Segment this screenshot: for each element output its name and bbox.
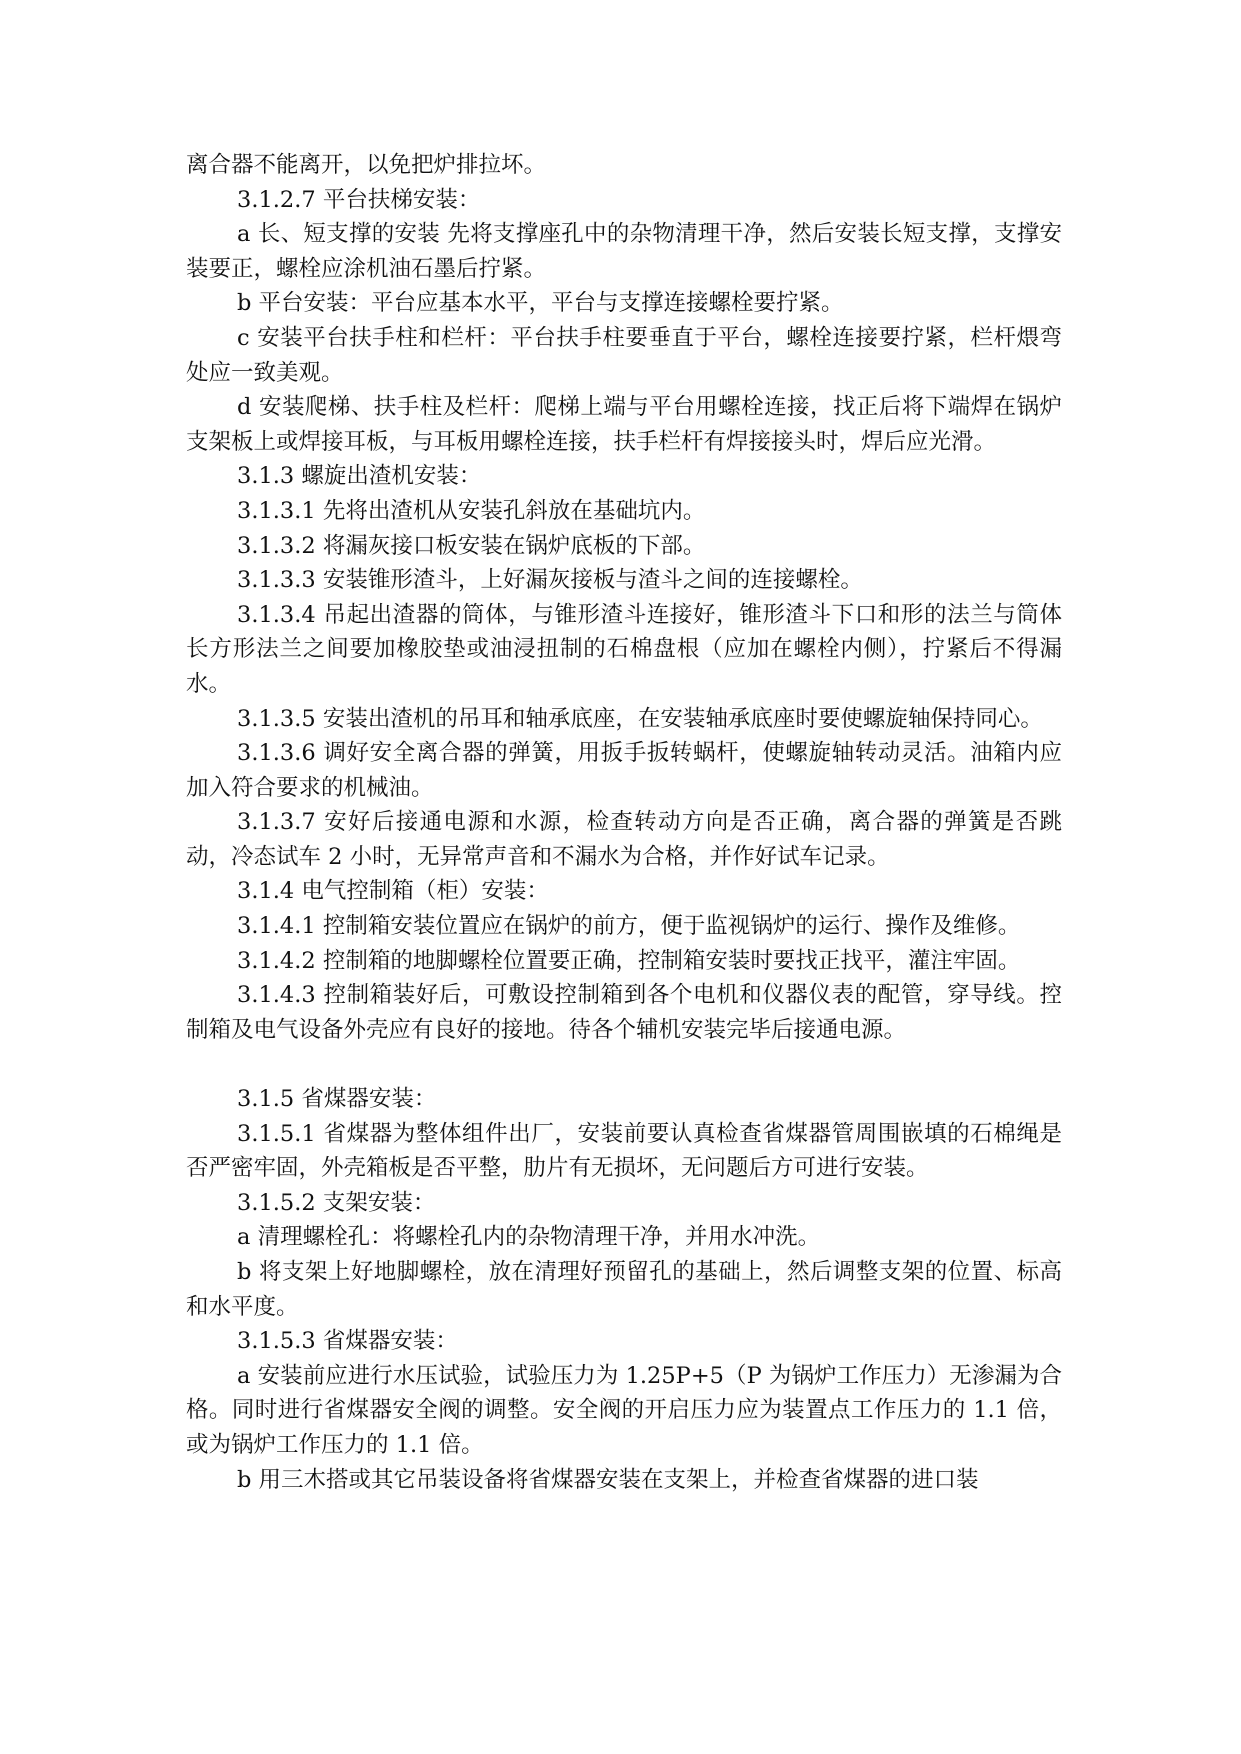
paragraph: 3.1.3.1 先将出渣机从安装孔斜放在基础坑内。 xyxy=(237,497,706,524)
paragraph: 3.1.3.2 将漏灰接口板安装在锅炉底板的下部。 xyxy=(237,532,706,559)
blank-line xyxy=(186,1047,1062,1082)
paragraph: b 将支架上好地脚螺栓，放在清理好预留孔的基础上，然后调整支架的位置、标高和水平度。 xyxy=(186,1259,1062,1320)
paragraph: 3.1.3.5 安装出渣机的吊耳和轴承底座，在安装轴承底座时要使螺旋轴保持同心。 xyxy=(237,705,1043,732)
paragraph: a 清理螺栓孔：将螺栓孔内的杂物清理干净，并用水冲洗。 xyxy=(237,1224,821,1251)
paragraph: a 安装前应进行水压试验，试验压力为 1.25P+5（P 为锅炉工作压力）无渗漏为合格。同时进行省煤器安全阀的调整。安全阀的开启压力应为装置点工作压力的 1.1 倍，或为锅炉工作压力的 1.1 倍。 xyxy=(186,1362,1062,1458)
paragraph: a 长、短支撑的安装 先将支撑座孔中的杂物清理干净，然后安装长短支撑，支撑安装要正，螺栓应涂机油石墨后拧紧。 xyxy=(186,221,1062,282)
paragraph: 离合器不能离开，以免把炉排拉坏。 xyxy=(186,152,547,178)
paragraph: c 安装平台扶手柱和栏杆：平台扶手柱要垂直于平台，螺栓连接要拧紧，栏杆煨弯处应一致美观。 xyxy=(186,324,1062,386)
section-heading: 3.1.4 电气控制箱（柜）安装： xyxy=(237,878,549,905)
paragraph: 3.1.3.7 安好后接通电源和水源，检查转动方向是否正确，离合器的弹簧是否跳动，冷态试车 2 小时，无异常声音和不漏水为合格，并作好试车记录。 xyxy=(186,809,1062,870)
paragraph: 3.1.4.1 控制箱安装位置应在锅炉的前方，便于监视锅炉的运行、操作及维修。 xyxy=(237,913,1021,940)
paragraph: b 平台安装：平台应基本水平，平台与支撑连接螺栓要拧紧。 xyxy=(237,290,844,317)
section-heading: 3.1.5.3 省煤器安装： xyxy=(237,1328,458,1355)
paragraph: 3.1.3.3 安装锥形渣斗，上好漏灰接板与渣斗之间的连接螺栓。 xyxy=(237,567,863,594)
paragraph: 3.1.5.1 省煤器为整体组件出厂，安装前要认真检查省煤器管周围嵌填的石棉绳是否严密牢固，外壳箱板是否平整，肋片有无损坏，无问题后方可进行安装。 xyxy=(186,1120,1062,1182)
document-page xyxy=(186,148,1062,1497)
paragraph: b 用三木搭或其它吊装设备将省煤器安装在支架上，并检查省煤器的进口装 xyxy=(237,1466,979,1493)
paragraph: 3.1.4.3 控制箱装好后，可敷设控制箱到各个电机和仪器仪表的配管，穿导线。控制箱及电气设备外壳应有良好的接地。待各个辅机安装完毕后接通电源。 xyxy=(186,982,1062,1043)
section-heading: 3.1.5.2 支架安装： xyxy=(237,1189,436,1216)
paragraph: 3.1.3.4 吊起出渣器的筒体，与锥形渣斗连接好，锥形渣斗下口和形的法兰与筒体长方形法兰之间要加橡胶垫或油浸扭制的石棉盘根（应加在螺栓内侧），拧紧后不得漏水。 xyxy=(186,601,1062,697)
paragraph: 3.1.4.2 控制箱的地脚螺栓位置要正确，控制箱安装时要找正找平，灌注牢固。 xyxy=(237,947,1021,974)
section-heading: 3.1.2.7 平台扶梯安装： xyxy=(237,186,481,213)
paragraph: d 安装爬梯、扶手柱及栏杆：爬梯上端与平台用螺栓连接，找正后将下端焊在锅炉支架板上或焊接耳板，与耳板用螺栓连接，扶手栏杆有焊接接头时，焊后应光滑。 xyxy=(186,394,1062,455)
paragraph: 3.1.3.6 调好安全离合器的弹簧，用扳手扳转蜗杆，使螺旋轴转动灵活。油箱内应加入符合要求的机械油。 xyxy=(186,740,1062,801)
section-heading: 3.1.3 螺旋出渣机安装： xyxy=(237,463,482,490)
section-heading: 3.1.5 省煤器安装： xyxy=(237,1086,437,1113)
